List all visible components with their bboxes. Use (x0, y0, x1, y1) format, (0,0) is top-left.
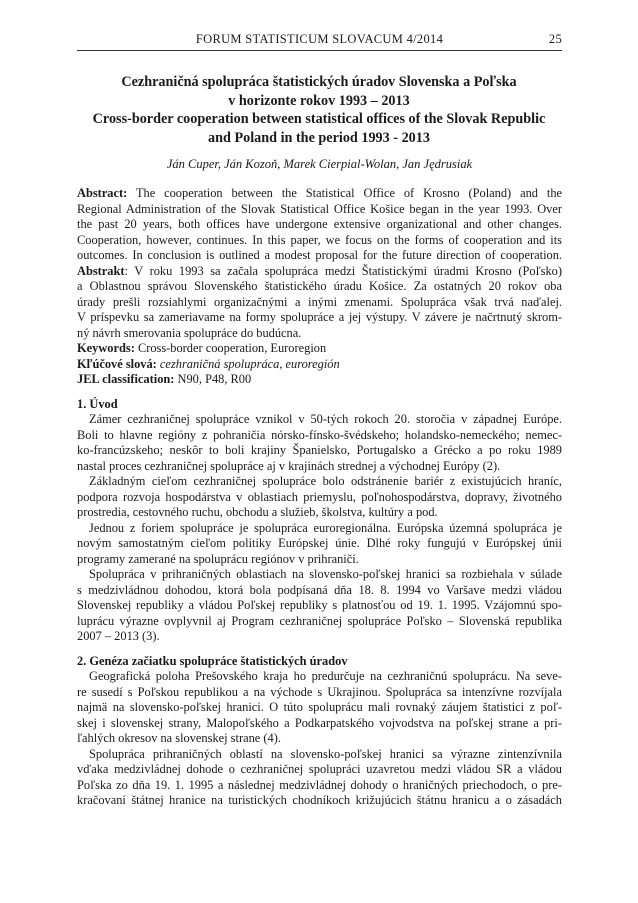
keywords (77, 341, 562, 357)
section-1-paragraph: Spolupráca v prihraničných oblastiach na slovensko-poľskej hranici sa rozbiehala v súlade s medzivládnou dohodou, ktorá bola podpísaná dňa 18. 8. 1994 vo Varšave medzi vládou Slovenskej republiky a vládou Poľskej republiky s platnosťou od 19. 1. 1995. Vzájomnú spo- luprácu výrazne ovplyvnil aj Program cezhraničnej spolupráce Poľsko – Slovenská republika 2007 – 2013 (3). (77, 567, 562, 643)
title-en-line-2: and Poland in the period 1993 - 2013 (208, 130, 430, 147)
klucove-slova-label: Kľúčové slová: (77, 356, 157, 371)
abstract-en-line: Cooperation, however, continues. In this paper, we focus on the forms of cooperation and its (77, 232, 562, 247)
authors: Ján Cuper, Ján Kozoň, Marek Cierpial-Wolan, Jan Jędrusiak (166, 157, 473, 171)
jel-value: N90, P48, R00 (177, 372, 252, 386)
abstract-en-line: outcomes. In conclusion is outlined a modest proposal for the future direction of cooperation. (77, 248, 562, 262)
abstract-sk-line: ný návrh smerovania spolupráce do budúcna. (77, 325, 302, 340)
title-sk-line-2: v horizonte rokov 1993 – 2013 (228, 92, 410, 109)
abstract-en-line: the past 20 years, both offices have undergone extensive organizational and other changes. (77, 217, 562, 231)
page-number: 25 (548, 32, 562, 46)
klucove-slova (77, 357, 562, 373)
keywords-label: Keywords: (77, 341, 135, 355)
section-2-paragraph: Geografická poloha Prešovského kraja ho predurčuje na cezhraničnú spoluprácu. Na seve- re susedí s Poľskou republikou a na východe s Ukrajinou. Spolupráca sa intenzívne rozvíjala najmä na slovensko-poľskej hranici. O túto spoluprácu mali rovnaký záujem štatistici z poľ- skej i slovenskej strany, Malopoľského a Podkarpatského vojvodstva na poľskej strane a pri- ľahlých okresov na slovenskej strane (4). (77, 669, 562, 745)
keywords-value: Cross-border cooperation, Euroregion (137, 341, 327, 355)
journal-name: FORUM STATISTICUM SLOVACUM 4/2014 (195, 32, 444, 46)
jel-classification (77, 372, 562, 388)
abstract-sk-line: Abstrakt: V roku 1993 sa začala spolupráca medzi Štatistickými úradmi Krosno (Poľsko) (77, 263, 562, 278)
section-2-heading: 2. Genéza začiatku spolupráce štatistických úradov (77, 653, 348, 668)
section-1-heading: 1. Úvod (77, 396, 118, 411)
section-1-paragraph: Zámer cezhraničnej spolupráce vznikol v 50-tých rokoch 20. storočia v západnej Európe. Boli to hlavne regióny z pohraničia nórsko-fínsko-švédskeho; holandsko-nemeckého; nemec- ko-francúzskeho; neskôr to boli krajiny Španielsko, Portugalsko a Grécko a po roku 1989 nastal proces cezhraničnej spolupráce aj v krajinách strednej a východnej Európy (2). (77, 412, 562, 473)
header-rule (77, 50, 562, 51)
abstract-sk (77, 264, 562, 342)
section-2-paragraph: Spolupráca prihraničných oblastí na slovensko-poľskej hranici sa výrazne zintenzívnila vďaka medzivládnej dohode o cezhraničnej spolupráci uzavretou medzi vládou SR a vládou Poľska zo dňa 19. 1. 1995 a následnej medzivládnej dohody o hraničných priechodoch, o pre- kračovaní štátnej hranice na turistických chodníkoch križujúcich štátnu hranicu a o zásadách (77, 746, 562, 807)
abstract-sk-line: V príspevku sa zameriavame na formy spolupráce a jej výstupy. V závere je načrtnutý skrom- (77, 310, 562, 324)
klucove-slova-value: cezhraničná spolupráca, euroregión (159, 356, 340, 371)
title-en-line-1: Cross-border cooperation between statistical offices of the Slovak Republic (92, 111, 546, 128)
abstract-sk-line: úrady prešli rozsiahlymi organizačnými a inými zmenami. Spolupráca však trvá naďalej. (77, 294, 562, 309)
section-1-paragraph: Jednou z foriem spolupráce je spolupráca euroregionálna. Európska územná spolupráca je novým samostatným cieľom politiky Európskej únie. Dlhé roky fungujú v Európskej únii programy zamerané na spoluprácu regiónov v prihraničí. (77, 520, 562, 566)
title-sk-line-1: Cezhraničná spolupráca štatistických úradov Slovenska a Poľska (121, 74, 517, 90)
article-body (77, 186, 562, 809)
running-header (77, 32, 562, 48)
article-title (60, 73, 578, 148)
abstract-sk-label: Abstrakt (77, 263, 125, 278)
abstract-en-line: Abstract: The cooperation between the Statistical Office of Krosno (Poland) and the (77, 186, 563, 200)
abstract-en-label: Abstract: (77, 186, 128, 200)
abstract-sk-line: a Oblastnou správou Slovenského štatistického úradu Košice. Za ostatných 20 rokov oba (77, 279, 562, 293)
abstract-en-line: Regional Administration of the Slovak Statistical Office Košice began in the year 1993. Over (77, 201, 562, 216)
abstract-en (77, 186, 562, 264)
section-1-paragraph: Základným cieľom cezhraničnej spolupráce bolo odstránenie bariér z existujúcich hraníc, podpora rozvoja hospodárstva v oblastiach priemyslu, poľnohospodárstva, dopravy, životného prostredia, cestovného ruchu, obchodu a služieb, školstva, kultúry a pod. (77, 474, 562, 519)
jel-label: JEL classification: (77, 372, 175, 386)
